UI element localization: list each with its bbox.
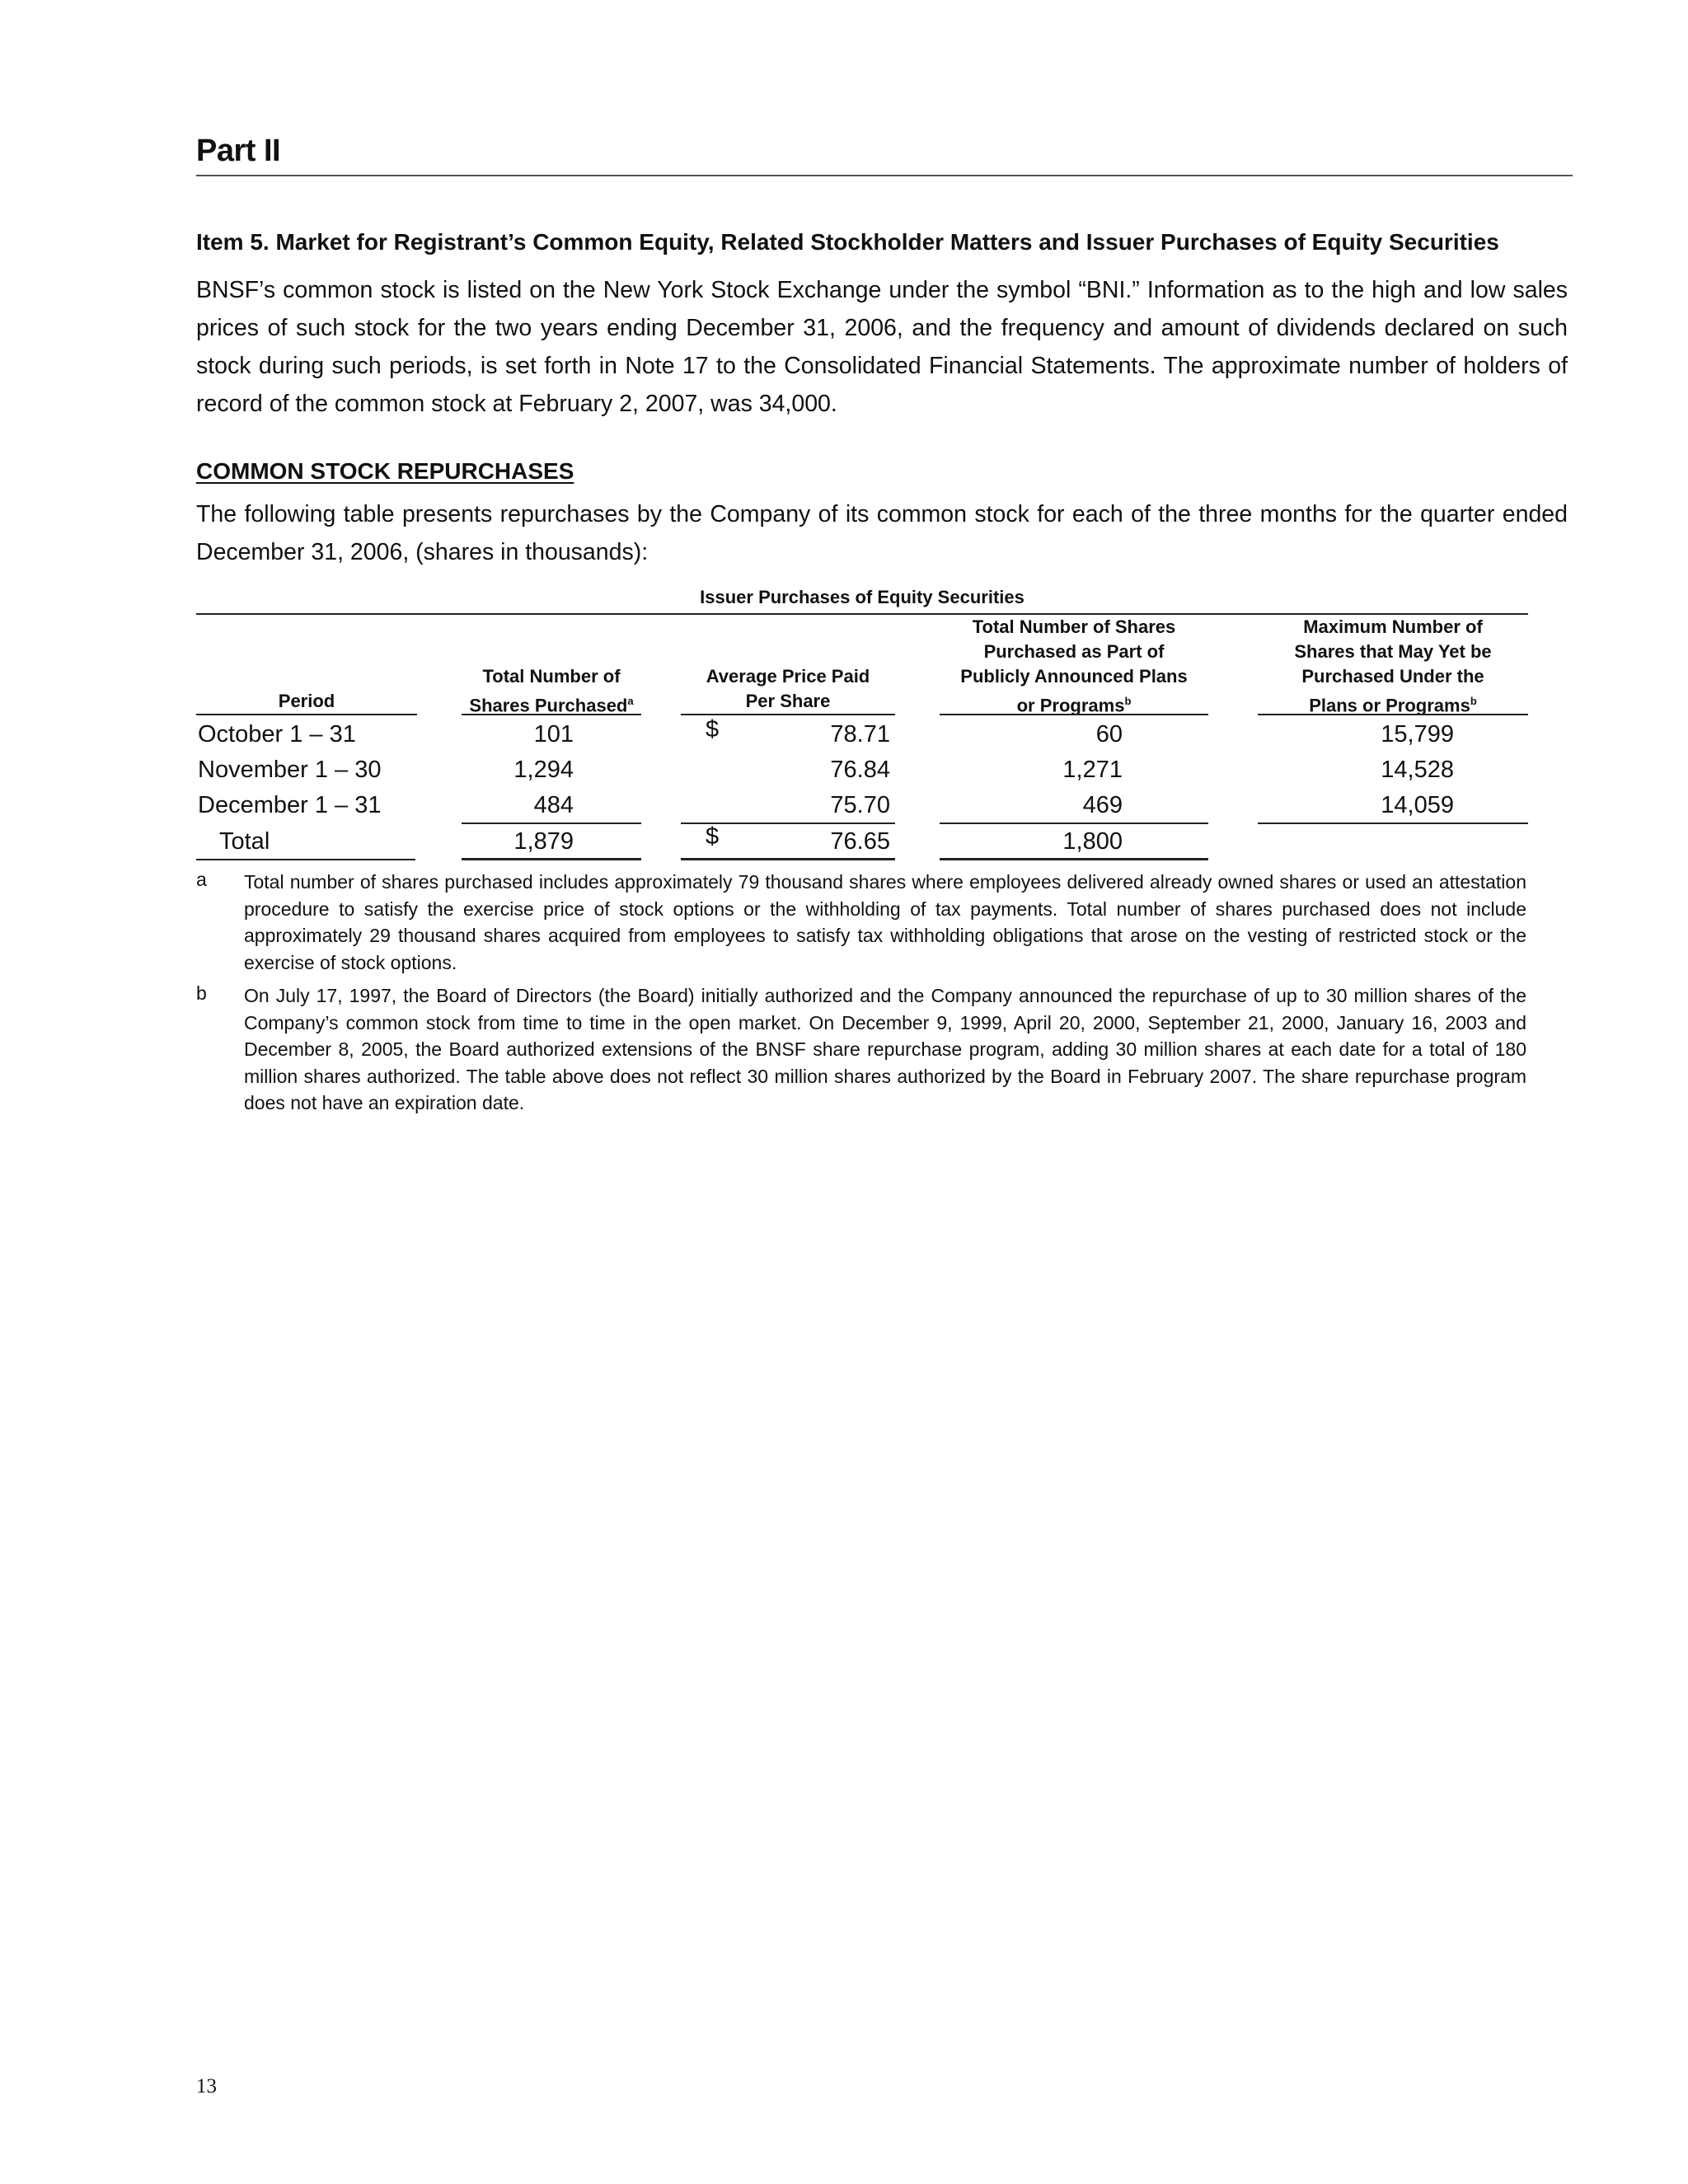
total-rule — [681, 858, 895, 860]
header-underline — [462, 714, 641, 715]
total-label-rule — [196, 859, 415, 860]
footnote-text: Total number of shares purchased includes approximately 79 thousand shares where employees delivered already owned shares or used an attestation procedure to satisfy the exercise price of stock options or the withholding of tax payments. Total number of shares purchased does not include approximately 29 thousand shares acquired from employees to satisfy tax withholding obligations that arose on the vesting of restricted stock or the exercise of stock options. — [244, 871, 1526, 973]
cell-average-price: 76.84 — [830, 757, 890, 783]
cell-total-shares: 484 — [533, 792, 574, 818]
header-plans-line2: Purchased as Part of — [983, 641, 1165, 662]
header-max-line4: Plans or Programs — [1309, 695, 1470, 716]
cell-average-price: 75.70 — [830, 792, 890, 818]
cell-average-price: 76.65 — [830, 828, 890, 855]
header-plans-line3: Publicly Announced Plans — [960, 666, 1188, 687]
cell-plans: 1,800 — [1062, 828, 1123, 855]
header-plans-line1: Total Number of Shares — [972, 616, 1176, 637]
cell-plans: 1,271 — [1062, 757, 1123, 783]
header-max-line1: Maximum Number of — [1303, 616, 1483, 637]
heading-divider — [196, 175, 1573, 176]
cell-max-shares: 15,799 — [1381, 721, 1454, 748]
header-period-label: Period — [278, 691, 335, 711]
header-maximum-shares — [1258, 615, 1528, 718]
footnote-marker: a — [196, 869, 207, 890]
footnote-ref-b: b — [1124, 695, 1132, 707]
subtotal-rule — [940, 823, 1208, 824]
total-rule — [940, 858, 1208, 860]
cell-total-shares: 101 — [533, 721, 574, 748]
cell-plans: 469 — [1082, 792, 1123, 818]
item-title: Item 5. Market for Registrant’s Common Equity, Related Stockholder Matters and Issuer Purchases of Equity Securities — [196, 229, 1499, 255]
header-underline — [196, 714, 417, 715]
total-rule — [462, 858, 641, 860]
header-max-line3: Purchased Under the — [1301, 666, 1484, 687]
cell-max-shares: 14,059 — [1381, 792, 1454, 818]
footnote-ref-b: b — [1470, 695, 1477, 707]
footnote-marker: b — [196, 982, 207, 1004]
header-average-price-line1: Average Price Paid — [706, 666, 870, 687]
table-caption: Issuer Purchases of Equity Securities — [700, 587, 1025, 607]
footnote-ref-a: a — [627, 695, 634, 707]
cell-total-shares: 1,294 — [513, 757, 574, 783]
header-period — [196, 689, 417, 714]
header-underline — [1258, 714, 1528, 715]
cell-period: October 1 – 31 — [198, 721, 356, 748]
cell-total-label: Total — [219, 828, 270, 855]
subtotal-rule — [1258, 823, 1528, 824]
currency-symbol: $ — [706, 716, 720, 743]
header-total-shares-line1: Total Number of — [482, 666, 621, 687]
header-average-price-line2: Per Share — [745, 691, 831, 711]
cell-period: December 1 – 31 — [198, 792, 382, 818]
cell-period: November 1 – 30 — [198, 757, 382, 783]
cell-plans: 60 — [1095, 721, 1123, 748]
repurchases-intro: The following table presents repurchases by the Company of its common stock for each of the three months for the quarter ended December 31, 2006, (shares in thousands): — [196, 501, 1568, 565]
header-underline — [940, 714, 1208, 715]
currency-symbol: $ — [706, 823, 720, 850]
header-plans-line4: or Programs — [1016, 695, 1125, 716]
header-total-shares-line2: Shares Purchased — [469, 695, 628, 716]
footnote-text: On July 17, 1997, the Board of Directors (the Board) initially authorized and the Company announced the repurchase of up to 30 million shares of the Company’s common stock from time to time in the open market. On December 9, 1999, April 20, 2000, September 21, 2000, January 16, 2003 and December 8, 2005, the Board authorized extensions of the BNSF share repurchase program, adding 30 million shares at each date for a total of 180 million shares authorized. The table above does not reflect 30 million shares authorized by the Board in February 2007. The share repurchase program does not have an expiration date. — [244, 985, 1526, 1113]
header-average-price — [681, 664, 895, 714]
header-publicly-announced — [940, 615, 1208, 718]
header-max-line2: Shares that May Yet be — [1294, 641, 1492, 662]
page-heading: Part II — [196, 134, 281, 168]
cell-total-shares: 1,879 — [513, 828, 574, 855]
section-title: COMMON STOCK REPURCHASES — [196, 458, 574, 484]
cell-average-price: 78.71 — [830, 721, 890, 748]
item-paragraph: BNSF’s common stock is listed on the New York Stock Exchange under the symbol “BNI.” Information as to the high and low sales prices of such stock for the two years ending December 31, 2006, and the frequency and amount of dividends declared on such stock during such periods, is set forth in Note 17 to the Consolidated Financial Statements. The approximate number of holders of record of the common stock at February 2, 2007, was 34,000. — [196, 277, 1568, 417]
cell-max-shares: 14,528 — [1381, 757, 1454, 783]
header-total-shares — [462, 664, 641, 718]
page-number: 13 — [196, 2075, 217, 2097]
subtotal-rule — [462, 823, 641, 824]
